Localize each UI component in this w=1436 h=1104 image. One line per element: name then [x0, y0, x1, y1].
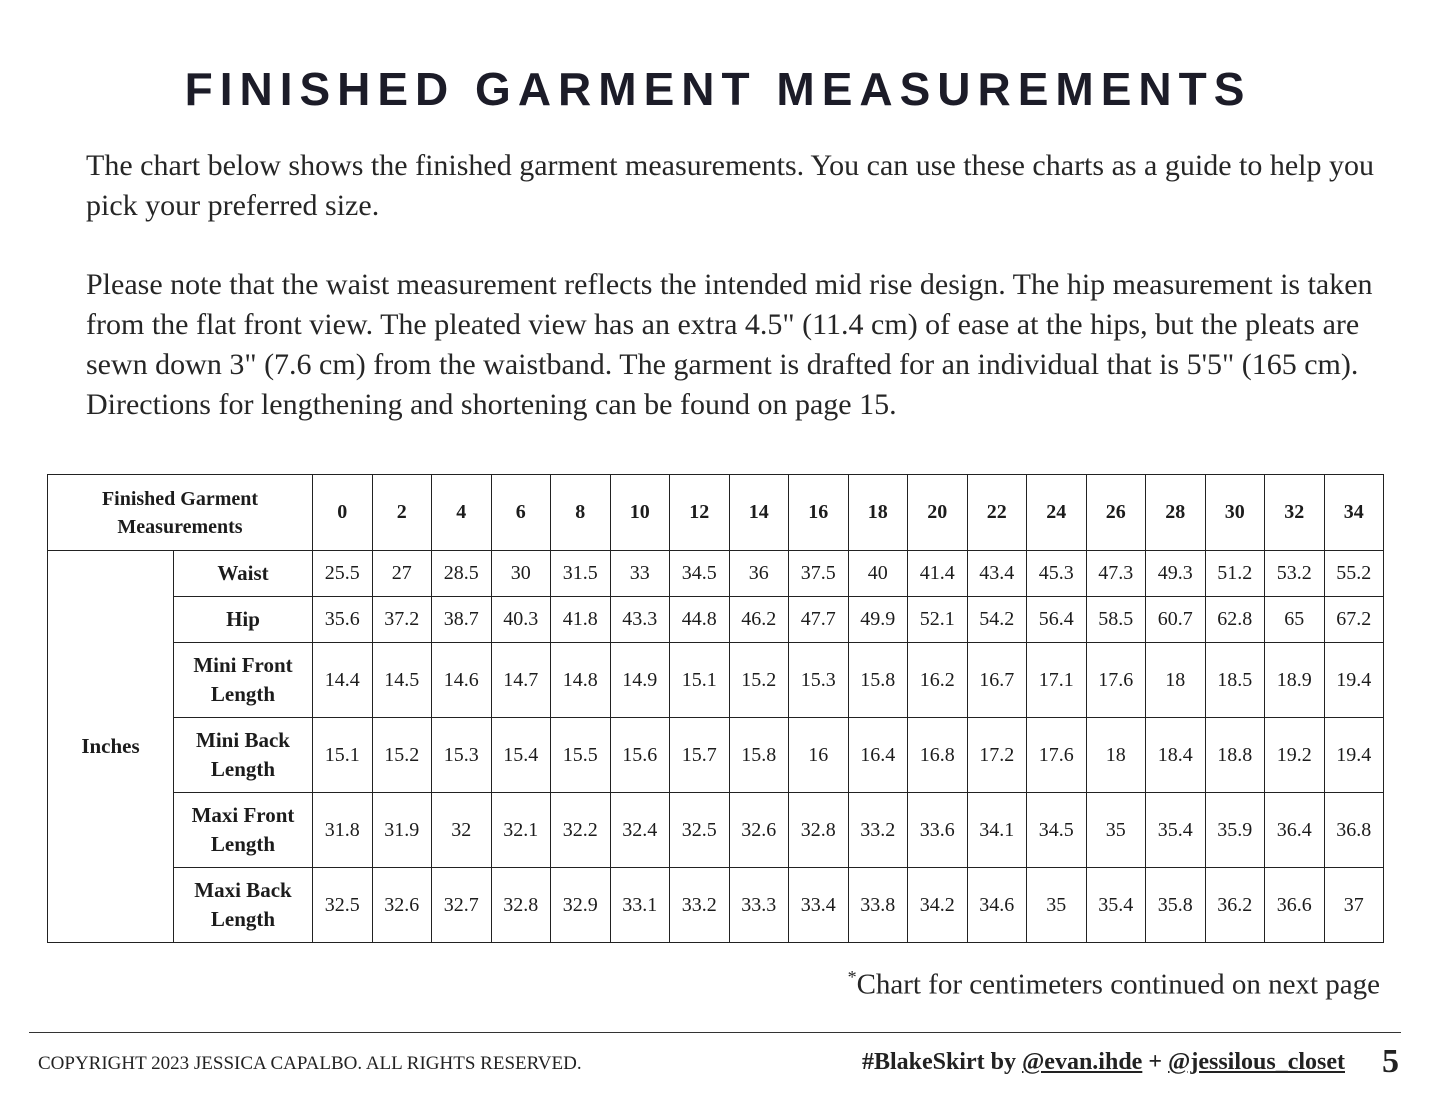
- table-cell: 15.2: [729, 643, 789, 718]
- size-header: 16: [789, 475, 849, 551]
- size-header: 8: [551, 475, 611, 551]
- size-header: 32: [1265, 475, 1325, 551]
- table-cell: 54.2: [967, 597, 1027, 643]
- table-cell: 19.4: [1324, 643, 1384, 718]
- table-cell: 46.2: [729, 597, 789, 643]
- centimeters-footnote: [848, 967, 1380, 1002]
- footnote-text: Chart for centimeters continued on next page: [856, 968, 1380, 1001]
- row-label: Hip: [174, 597, 313, 643]
- table-cell: 31.5: [551, 551, 611, 597]
- size-header: 14: [729, 475, 789, 551]
- table-cell: 16.7: [967, 643, 1027, 718]
- table-cell: 56.4: [1027, 597, 1087, 643]
- table-cell: 36.2: [1205, 868, 1265, 943]
- size-header: 26: [1086, 475, 1146, 551]
- table-cell: 16: [789, 718, 849, 793]
- table-cell: 27: [372, 551, 432, 597]
- table-cell: 16.8: [908, 718, 968, 793]
- table-cell: 34.5: [1027, 793, 1087, 868]
- handle-jessilous-link[interactable]: @jessilous_closet: [1168, 1049, 1345, 1075]
- table-cell: 49.3: [1146, 551, 1206, 597]
- table-row: [48, 793, 1384, 868]
- table-cell: 35: [1086, 793, 1146, 868]
- size-header: 34: [1324, 475, 1384, 551]
- table-cell: 34.6: [967, 868, 1027, 943]
- handle-evan-link[interactable]: @evan.ihde: [1021, 1049, 1143, 1075]
- table-cell: 35.6: [313, 597, 373, 643]
- table-cell: 16.2: [908, 643, 968, 718]
- table-cell: 19.2: [1265, 718, 1325, 793]
- table-cell: 18.5: [1205, 643, 1265, 718]
- table-cell: 40: [848, 551, 908, 597]
- table-cell: 31.9: [372, 793, 432, 868]
- table-cell: 32.4: [610, 793, 670, 868]
- table-cell: 15.4: [491, 718, 551, 793]
- table-cell: 35: [1027, 868, 1087, 943]
- copyright-notice: COPYRIGHT 2023 JESSICA CAPALBO. ALL RIGHTS RESERVED.: [38, 1053, 582, 1074]
- table-cell: 14.5: [372, 643, 432, 718]
- table-cell: 60.7: [1146, 597, 1206, 643]
- size-header: 20: [908, 475, 968, 551]
- table-cell: 28.5: [432, 551, 492, 597]
- table-cell: 17.2: [967, 718, 1027, 793]
- table-cell: 53.2: [1265, 551, 1325, 597]
- table-cell: 15.3: [432, 718, 492, 793]
- size-header: 12: [670, 475, 730, 551]
- table-cell: 32.8: [789, 793, 849, 868]
- table-cell: 18.8: [1205, 718, 1265, 793]
- table-cell: 33.2: [848, 793, 908, 868]
- table-cell: 15.1: [313, 718, 373, 793]
- credits-plus: +: [1148, 1049, 1163, 1075]
- table-cell: 33.1: [610, 868, 670, 943]
- table-cell: 14.7: [491, 643, 551, 718]
- table-cell: 33.4: [789, 868, 849, 943]
- page-number: 5: [1382, 1043, 1399, 1080]
- measurements-table: [47, 474, 1384, 943]
- table-cell: 40.3: [491, 597, 551, 643]
- size-header: 24: [1027, 475, 1087, 551]
- table-cell: 34.1: [967, 793, 1027, 868]
- table-cell: 34.2: [908, 868, 968, 943]
- table-cell: 43.3: [610, 597, 670, 643]
- row-label: Maxi Front Length: [174, 793, 313, 868]
- table-cell: 15.5: [551, 718, 611, 793]
- table-cell: 17.6: [1086, 643, 1146, 718]
- size-header: 4: [432, 475, 492, 551]
- table-row: [48, 868, 1384, 943]
- table-cell: 36.4: [1265, 793, 1325, 868]
- intro-paragraph: The chart below shows the finished garment measurements. You can use these charts as a guide to help you pick your preferred size.: [86, 149, 1375, 222]
- row-label: Mini Front Length: [174, 643, 313, 718]
- corner-header: Finished Garment Measurements: [48, 475, 313, 551]
- table-cell: 14.8: [551, 643, 611, 718]
- table-cell: 35.4: [1086, 868, 1146, 943]
- table-row: [48, 718, 1384, 793]
- table-row: [48, 551, 1384, 597]
- table-cell: 62.8: [1205, 597, 1265, 643]
- table-cell: 45.3: [1027, 551, 1087, 597]
- note-paragraph: Please note that the waist measurement reflects the intended mid rise design. The hip measurement is taken from the flat front view. The pleated view has an extra 4.5" (11.4 cm) of ease at the hips, but the pleats are sewn down 3" (7.6 cm) from the waistband. The garment is drafted for an individual that is 5'5" (165 cm). Directions for lengthening and shortening can be found on page 15.: [86, 268, 1373, 421]
- size-header: 30: [1205, 475, 1265, 551]
- page-title: FINISHED GARMENT MEASUREMENTS: [184, 63, 1252, 115]
- table-cell: 31.8: [313, 793, 373, 868]
- table-cell: 67.2: [1324, 597, 1384, 643]
- table-cell: 15.6: [610, 718, 670, 793]
- table-cell: 15.2: [372, 718, 432, 793]
- table-cell: 32.6: [372, 868, 432, 943]
- table-cell: 32.7: [432, 868, 492, 943]
- size-header: 2: [372, 475, 432, 551]
- table-cell: 36.8: [1324, 793, 1384, 868]
- credits-by: by: [990, 1049, 1016, 1075]
- size-header: 0: [313, 475, 373, 551]
- table-cell: 15.7: [670, 718, 730, 793]
- table-cell: 58.5: [1086, 597, 1146, 643]
- table-cell: 49.9: [848, 597, 908, 643]
- table-cell: 15.8: [729, 718, 789, 793]
- table-cell: 37.5: [789, 551, 849, 597]
- table-cell: 25.5: [313, 551, 373, 597]
- table-cell: 32.1: [491, 793, 551, 868]
- table-cell: 18: [1146, 643, 1206, 718]
- table-cell: 51.2: [1205, 551, 1265, 597]
- size-header: 6: [491, 475, 551, 551]
- table-header-row: [48, 475, 1384, 551]
- table-cell: 14.6: [432, 643, 492, 718]
- table-cell: 18: [1086, 718, 1146, 793]
- table-cell: 16.4: [848, 718, 908, 793]
- table-cell: 17.1: [1027, 643, 1087, 718]
- table-cell: 18.4: [1146, 718, 1206, 793]
- table-cell: 35.4: [1146, 793, 1206, 868]
- table-cell: 15.8: [848, 643, 908, 718]
- credits: [862, 1049, 1345, 1076]
- table-cell: 36: [729, 551, 789, 597]
- table-cell: 65: [1265, 597, 1325, 643]
- table-cell: 14.9: [610, 643, 670, 718]
- row-label: Maxi Back Length: [174, 868, 313, 943]
- table-cell: 41.8: [551, 597, 611, 643]
- row-label: Waist: [174, 551, 313, 597]
- table-cell: 38.7: [432, 597, 492, 643]
- table-cell: 37.2: [372, 597, 432, 643]
- table-cell: 43.4: [967, 551, 1027, 597]
- table-cell: 47.3: [1086, 551, 1146, 597]
- table-cell: 19.4: [1324, 718, 1384, 793]
- hashtag: #BlakeSkirt: [861, 1049, 985, 1075]
- table-cell: 44.8: [670, 597, 730, 643]
- size-header: 22: [967, 475, 1027, 551]
- table-cell: 33.3: [729, 868, 789, 943]
- table-cell: 32.5: [313, 868, 373, 943]
- table-cell: 34.5: [670, 551, 730, 597]
- table-cell: 18.9: [1265, 643, 1325, 718]
- row-label: Mini Back Length: [174, 718, 313, 793]
- table-cell: 32.6: [729, 793, 789, 868]
- table-cell: 30: [491, 551, 551, 597]
- size-header: 28: [1146, 475, 1206, 551]
- footnote-mark: *: [847, 967, 857, 987]
- table-cell: 33.2: [670, 868, 730, 943]
- table-cell: 32.2: [551, 793, 611, 868]
- table-cell: 17.6: [1027, 718, 1087, 793]
- table-cell: 36.6: [1265, 868, 1325, 943]
- table-cell: 41.4: [908, 551, 968, 597]
- table-cell: 32: [432, 793, 492, 868]
- table-cell: 15.1: [670, 643, 730, 718]
- table-cell: 33.8: [848, 868, 908, 943]
- table-cell: 32.9: [551, 868, 611, 943]
- size-header: 18: [848, 475, 908, 551]
- table-cell: 37: [1324, 868, 1384, 943]
- table-cell: 33.6: [908, 793, 968, 868]
- table-row: [48, 597, 1384, 643]
- table-cell: 35.9: [1205, 793, 1265, 868]
- table-cell: 52.1: [908, 597, 968, 643]
- unit-label: Inches: [48, 551, 174, 943]
- table-cell: 15.3: [789, 643, 849, 718]
- table-cell: 14.4: [313, 643, 373, 718]
- table-cell: 32.8: [491, 868, 551, 943]
- table-cell: 55.2: [1324, 551, 1384, 597]
- table-row: [48, 643, 1384, 718]
- footer-divider: [29, 1032, 1401, 1033]
- table-cell: 32.5: [670, 793, 730, 868]
- table-cell: 35.8: [1146, 868, 1206, 943]
- table-cell: 47.7: [789, 597, 849, 643]
- table-cell: 33: [610, 551, 670, 597]
- size-header: 10: [610, 475, 670, 551]
